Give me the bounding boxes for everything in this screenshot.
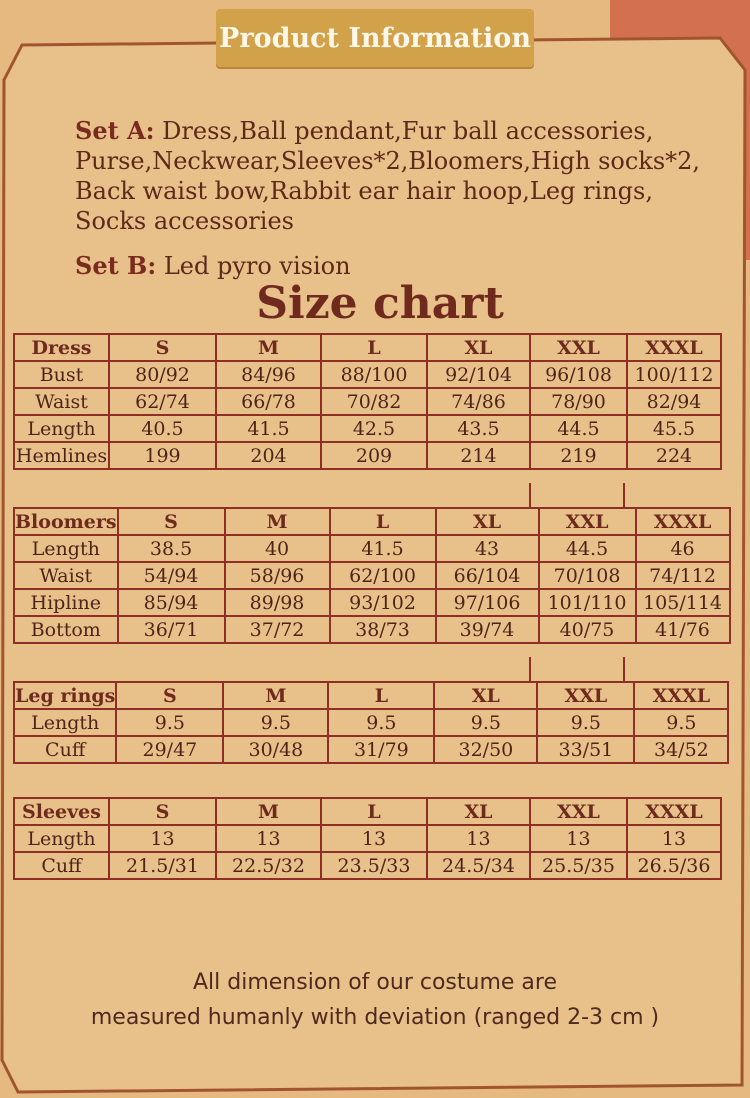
row-label: Waist bbox=[14, 388, 109, 415]
table-row bbox=[14, 361, 721, 388]
table-cell: 97/106 bbox=[436, 589, 539, 616]
row-label: Bust bbox=[14, 361, 109, 388]
table-cell: 13 bbox=[627, 825, 721, 852]
size-header: M bbox=[216, 798, 321, 825]
row-label: Cuff bbox=[14, 736, 116, 763]
set-a-block bbox=[75, 116, 715, 236]
table-cell: 96/108 bbox=[530, 361, 627, 388]
table-cell: 100/112 bbox=[627, 361, 721, 388]
table-cell: 62/100 bbox=[330, 562, 436, 589]
set-a-line: Dress,Ball pendant,Fur ball accessories, bbox=[162, 117, 654, 145]
row-label: Bottom bbox=[14, 616, 118, 643]
size-header: XXL bbox=[537, 682, 634, 709]
table-cell: 41.5 bbox=[216, 415, 321, 442]
size-header: S bbox=[118, 508, 225, 535]
table-name: Dress bbox=[14, 334, 109, 361]
table-cell: 9.5 bbox=[634, 709, 728, 736]
table-cell: 9.5 bbox=[223, 709, 328, 736]
banner-title: Product Information bbox=[219, 23, 531, 54]
table-cell: 93/102 bbox=[330, 589, 436, 616]
size-header: S bbox=[116, 682, 223, 709]
table-cell: 66/104 bbox=[436, 562, 539, 589]
table-cell: 9.5 bbox=[434, 709, 537, 736]
table-row bbox=[14, 736, 728, 763]
size-header: S bbox=[109, 798, 216, 825]
table-cell: 101/110 bbox=[539, 589, 636, 616]
table-cell: 22.5/32 bbox=[216, 852, 321, 879]
table-cell: 43.5 bbox=[427, 415, 530, 442]
size-chart-title: Size chart bbox=[256, 278, 504, 329]
set-b-label: Set B: bbox=[75, 251, 157, 280]
connector-line bbox=[529, 483, 531, 507]
size-header: L bbox=[321, 334, 427, 361]
table-cell: 33/51 bbox=[537, 736, 634, 763]
sleeves-table bbox=[13, 797, 722, 880]
table-cell: 13 bbox=[530, 825, 627, 852]
size-header: L bbox=[330, 508, 436, 535]
table-cell: 44.5 bbox=[530, 415, 627, 442]
table-cell: 74/112 bbox=[636, 562, 730, 589]
table-cell: 214 bbox=[427, 442, 530, 469]
table-row bbox=[14, 589, 730, 616]
bloomers-table bbox=[13, 507, 731, 644]
connector-line bbox=[623, 483, 625, 507]
table-row bbox=[14, 852, 721, 879]
connector-line bbox=[529, 657, 531, 681]
table-cell: 46 bbox=[636, 535, 730, 562]
table-cell: 34/52 bbox=[634, 736, 728, 763]
table-cell: 41.5 bbox=[330, 535, 436, 562]
set-a-line: Socks accessories bbox=[75, 207, 294, 235]
table-cell: 38/73 bbox=[330, 616, 436, 643]
dress-table bbox=[13, 333, 722, 470]
table-cell: 92/104 bbox=[427, 361, 530, 388]
size-header: XL bbox=[427, 334, 530, 361]
table-cell: 39/74 bbox=[436, 616, 539, 643]
table-row bbox=[14, 616, 730, 643]
size-header: XXXL bbox=[627, 798, 721, 825]
table-cell: 21.5/31 bbox=[109, 852, 216, 879]
table-cell: 9.5 bbox=[328, 709, 434, 736]
size-header: M bbox=[223, 682, 328, 709]
size-header: XXL bbox=[530, 334, 627, 361]
table-cell: 84/96 bbox=[216, 361, 321, 388]
table-header-row bbox=[14, 334, 721, 361]
table-cell: 89/98 bbox=[225, 589, 330, 616]
table-cell: 43 bbox=[436, 535, 539, 562]
table-cell: 41/76 bbox=[636, 616, 730, 643]
size-header: XXL bbox=[539, 508, 636, 535]
header-banner bbox=[216, 9, 534, 67]
table-cell: 45.5 bbox=[627, 415, 721, 442]
table-cell: 66/78 bbox=[216, 388, 321, 415]
table-cell: 204 bbox=[216, 442, 321, 469]
table-name: Sleeves bbox=[14, 798, 109, 825]
size-header: L bbox=[328, 682, 434, 709]
table-cell: 199 bbox=[109, 442, 216, 469]
table-cell: 40 bbox=[225, 535, 330, 562]
size-header: M bbox=[225, 508, 330, 535]
table-cell: 9.5 bbox=[537, 709, 634, 736]
table-cell: 29/47 bbox=[116, 736, 223, 763]
table-cell: 9.5 bbox=[116, 709, 223, 736]
table-row bbox=[14, 825, 721, 852]
table-cell: 30/48 bbox=[223, 736, 328, 763]
footer-line-2: measured humanly with deviation (ranged 2-3 cm ) bbox=[90, 1005, 660, 1030]
table-cell: 13 bbox=[427, 825, 530, 852]
table-cell: 224 bbox=[627, 442, 721, 469]
table-name: Bloomers bbox=[14, 508, 118, 535]
row-label: Hipline bbox=[14, 589, 118, 616]
table-row bbox=[14, 442, 721, 469]
table-cell: 209 bbox=[321, 442, 427, 469]
table-cell: 44.5 bbox=[539, 535, 636, 562]
table-cell: 36/71 bbox=[118, 616, 225, 643]
set-a-line: Back waist bow,Rabbit ear hair hoop,Leg rings, bbox=[75, 177, 653, 205]
set-b-text: Led pyro vision bbox=[163, 252, 351, 280]
table-cell: 85/94 bbox=[118, 589, 225, 616]
table-cell: 13 bbox=[109, 825, 216, 852]
set-a-line: Purse,Neckwear,Sleeves*2,Bloomers,High socks*2, bbox=[75, 147, 701, 175]
table-row bbox=[14, 562, 730, 589]
size-header: M bbox=[216, 334, 321, 361]
row-label: Waist bbox=[14, 562, 118, 589]
table-row bbox=[14, 415, 721, 442]
table-cell: 40.5 bbox=[109, 415, 216, 442]
row-label: Hemlines bbox=[14, 442, 109, 469]
table-cell: 37/72 bbox=[225, 616, 330, 643]
table-cell: 38.5 bbox=[118, 535, 225, 562]
row-label: Length bbox=[14, 825, 109, 852]
row-label: Cuff bbox=[14, 852, 109, 879]
table-header-row bbox=[14, 798, 721, 825]
table-cell: 13 bbox=[216, 825, 321, 852]
table-cell: 82/94 bbox=[627, 388, 721, 415]
table-name: Leg rings bbox=[14, 682, 116, 709]
table-cell: 58/96 bbox=[225, 562, 330, 589]
table-cell: 219 bbox=[530, 442, 627, 469]
row-label: Length bbox=[14, 709, 116, 736]
size-header: XXL bbox=[530, 798, 627, 825]
leg-rings-table bbox=[13, 681, 729, 764]
footer-line-1: All dimension of our costume are bbox=[193, 970, 557, 995]
table-header-row bbox=[14, 508, 730, 535]
table-cell: 80/92 bbox=[109, 361, 216, 388]
table-cell: 25.5/35 bbox=[530, 852, 627, 879]
table-row bbox=[14, 535, 730, 562]
table-cell: 105/114 bbox=[636, 589, 730, 616]
table-cell: 54/94 bbox=[118, 562, 225, 589]
row-label: Length bbox=[14, 535, 118, 562]
table-cell: 40/75 bbox=[539, 616, 636, 643]
size-header: XL bbox=[427, 798, 530, 825]
size-header: XXXL bbox=[627, 334, 721, 361]
table-cell: 31/79 bbox=[328, 736, 434, 763]
size-header: S bbox=[109, 334, 216, 361]
table-cell: 42.5 bbox=[321, 415, 427, 442]
table-row bbox=[14, 709, 728, 736]
set-b-block bbox=[75, 251, 715, 281]
table-cell: 13 bbox=[321, 825, 427, 852]
table-cell: 88/100 bbox=[321, 361, 427, 388]
table-cell: 32/50 bbox=[434, 736, 537, 763]
size-header: XL bbox=[436, 508, 539, 535]
size-header: L bbox=[321, 798, 427, 825]
table-cell: 70/82 bbox=[321, 388, 427, 415]
table-cell: 23.5/33 bbox=[321, 852, 427, 879]
set-a-label: Set A: bbox=[75, 116, 155, 145]
table-cell: 78/90 bbox=[530, 388, 627, 415]
table-cell: 70/108 bbox=[539, 562, 636, 589]
size-header: XXXL bbox=[634, 682, 728, 709]
table-cell: 24.5/34 bbox=[427, 852, 530, 879]
table-cell: 74/86 bbox=[427, 388, 530, 415]
connector-line bbox=[623, 657, 625, 681]
table-cell: 26.5/36 bbox=[627, 852, 721, 879]
size-header: XXXL bbox=[636, 508, 730, 535]
size-header: XL bbox=[434, 682, 537, 709]
table-row bbox=[14, 388, 721, 415]
table-header-row bbox=[14, 682, 728, 709]
table-cell: 62/74 bbox=[109, 388, 216, 415]
row-label: Length bbox=[14, 415, 109, 442]
